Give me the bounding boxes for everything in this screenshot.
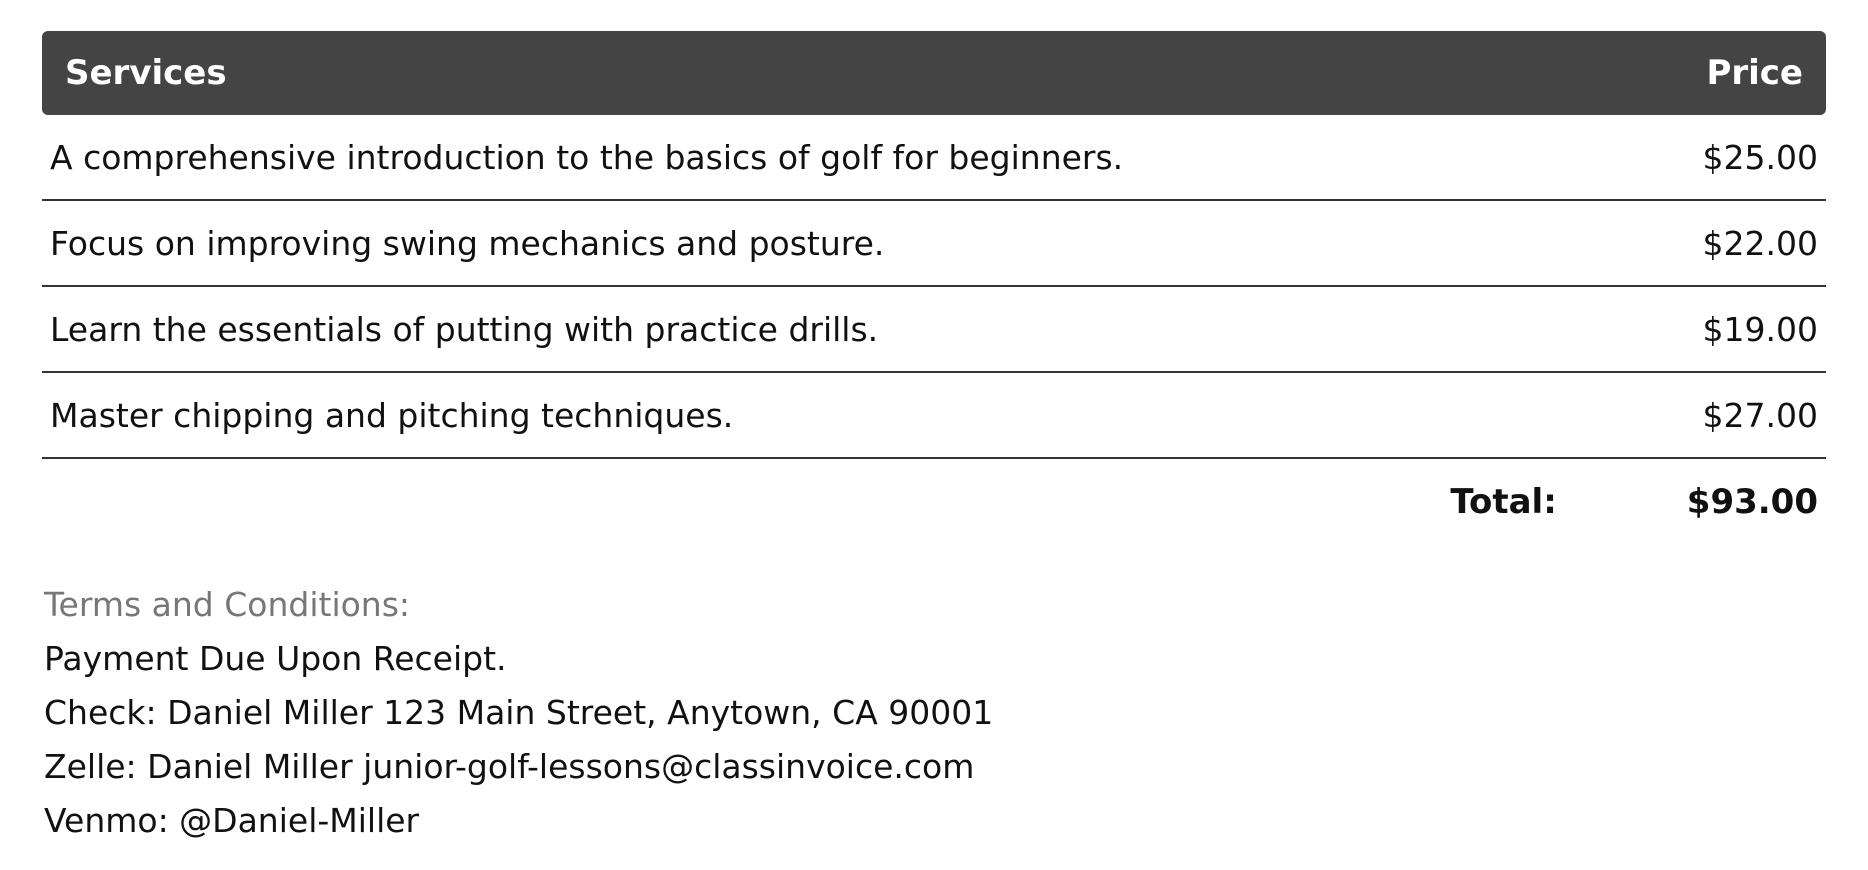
service-description: A comprehensive introduction to the basics of golf for beginners. [50, 137, 1124, 177]
table-row [42, 115, 1826, 201]
table-row [42, 287, 1826, 373]
service-price: $22.00 [1702, 223, 1818, 263]
services-table [42, 31, 1826, 545]
terms-line-zelle: Zelle: Daniel Miller junior-golf-lessons@classinvoice.com [44, 747, 975, 786]
terms-title: Terms and Conditions: [44, 585, 411, 624]
terms-line-check: Check: Daniel Miller 123 Main Street, Anytown, CA 90001 [44, 693, 994, 732]
service-description: Master chipping and pitching techniques. [50, 395, 734, 435]
table-header [42, 31, 1826, 115]
total-label: Total: [1450, 482, 1557, 522]
service-price: $19.00 [1702, 309, 1818, 349]
terms-line-payment: Payment Due Upon Receipt. [44, 639, 507, 678]
table-row [42, 201, 1826, 287]
service-description: Focus on improving swing mechanics and posture. [50, 223, 885, 263]
service-description: Learn the essentials of putting with practice drills. [50, 309, 879, 349]
service-price: $25.00 [1702, 137, 1818, 177]
table-row [42, 373, 1826, 459]
services-column-header: Services [65, 53, 227, 93]
price-column-header: Price [1706, 53, 1803, 93]
total-row [42, 459, 1826, 545]
total-value: $93.00 [1686, 482, 1818, 522]
service-price: $27.00 [1702, 395, 1818, 435]
terms-line-venmo: Venmo: @Daniel-Miller [44, 801, 420, 840]
terms-section [44, 578, 993, 848]
